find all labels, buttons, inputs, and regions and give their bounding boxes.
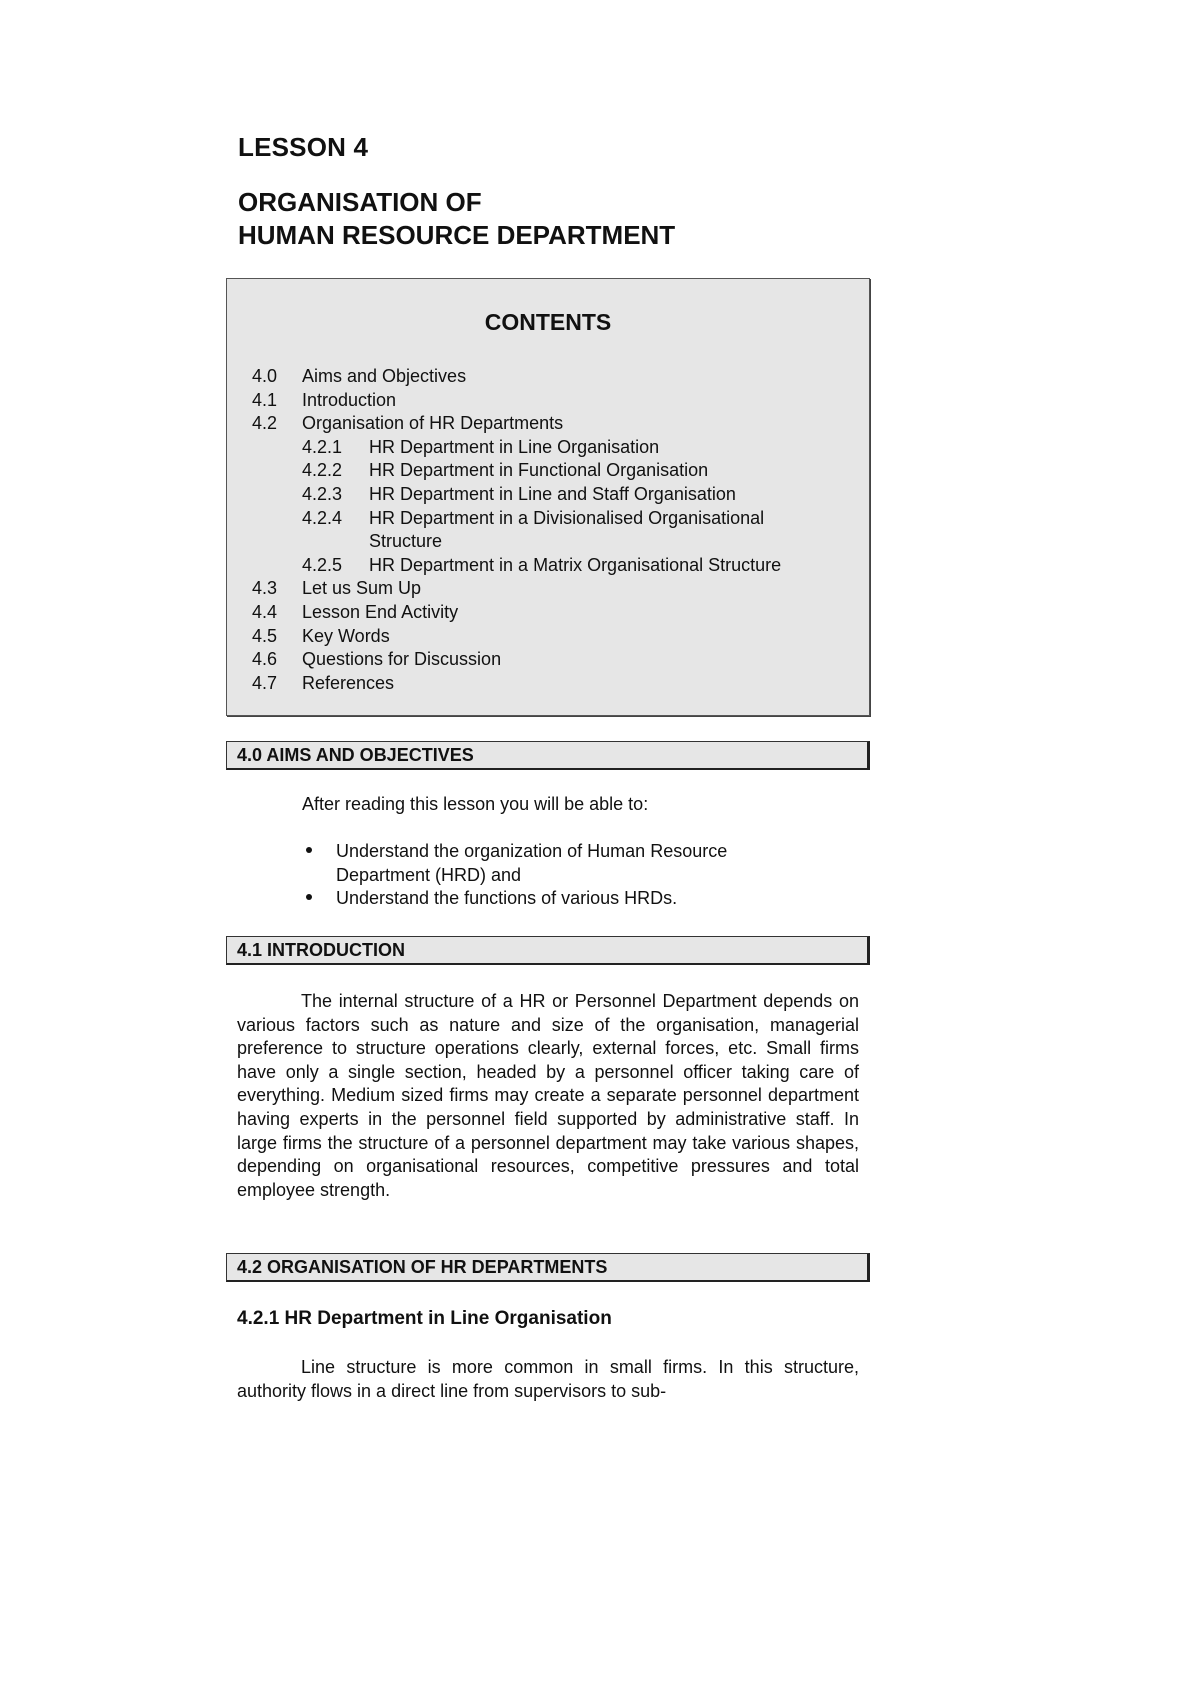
contents-box — [226, 278, 870, 716]
contents-item-number: 4.3 — [252, 578, 278, 599]
contents-item — [252, 412, 839, 436]
contents-item-number: 4.2.5 — [302, 554, 343, 575]
aims-intro-text: After reading this lesson you will be able to: — [302, 794, 649, 814]
contents-item-text: Let us Sum Up — [302, 578, 422, 599]
contents-item — [252, 577, 839, 601]
contents-item-number: 4.2.4 — [302, 507, 343, 528]
contents-item-number: 4.2.2 — [302, 460, 343, 481]
aims-bullet-item — [302, 840, 822, 887]
contents-item — [252, 601, 839, 625]
contents-item-number: 4.2.3 — [302, 483, 343, 504]
contents-subitem — [252, 554, 839, 578]
contents-item-number: 4.2.1 — [302, 436, 343, 457]
contents-item-text: Organisation of HR Departments — [302, 413, 564, 434]
contents-list — [252, 365, 839, 695]
subsection-heading-line-organisation: 4.2.1 HR Department in Line Organisation — [237, 1308, 612, 1329]
line-organisation-paragraph: Line structure is more common in small firms. In this structure, authority flows in a direct line from supervisors to sub- — [237, 1357, 859, 1401]
aims-bullet-text: Understand the organization of Human Resource Department (HRD) and — [336, 841, 728, 885]
contents-item-number: 4.0 — [252, 366, 278, 386]
contents-item-text: HR Department in Functional Organisation — [369, 460, 709, 481]
introduction-paragraph: The internal structure of a HR or Personnel Department depends on various factors such as nature and size of the organisation, managerial preference to structure operations clearly, external forces, etc. Small firms have only a single section, headed by a personnel officer taking care of everything. Medium sized firms may create a separate personnel department having experts in the personnel field supported by administrative staff. In large firms the structure of a personnel department may take various shapes, depending on organisational resources, competitive pressures and total employee strength. — [237, 991, 859, 1200]
contents-subitem — [252, 483, 839, 507]
contents-subitem — [252, 436, 839, 460]
contents-item-text: HR Department in Line and Staff Organisation — [369, 483, 736, 504]
contents-subitem — [252, 507, 839, 554]
contents-item-number: 4.6 — [252, 649, 278, 670]
section-heading-aims: 4.0 AIMS AND OBJECTIVES — [226, 741, 870, 770]
contents-item — [252, 365, 839, 389]
contents-item — [252, 648, 839, 672]
bullet-icon — [302, 840, 336, 887]
bullet-icon — [302, 887, 336, 911]
contents-subitem — [252, 459, 839, 483]
contents-item — [252, 672, 839, 696]
contents-item-text: Aims and Objectives — [302, 366, 467, 386]
contents-item — [252, 625, 839, 649]
contents-item-number: 4.5 — [252, 625, 278, 646]
section-heading-organisation: 4.2 ORGANISATION OF HR DEPARTMENTS — [226, 1253, 870, 1282]
contents-heading: CONTENTS — [484, 309, 612, 335]
contents-item-text: Questions for Discussion — [302, 649, 502, 670]
contents-item-text: HR Department in a Matrix Organisational Structure — [369, 554, 782, 575]
contents-item-number: 4.4 — [252, 601, 278, 622]
contents-item — [252, 389, 839, 413]
aims-bullet-text: Understand the functions of various HRDs. — [336, 888, 678, 909]
contents-item-number: 4.1 — [252, 389, 278, 410]
contents-item-text: Key Words — [302, 625, 390, 646]
contents-item-text: Lesson End Activity — [302, 601, 459, 622]
lesson-label: LESSON 4 — [238, 132, 369, 162]
section-heading-introduction: 4.1 INTRODUCTION — [226, 936, 870, 965]
contents-item-text: HR Department in Line Organisation — [369, 436, 660, 457]
aims-bullet-list — [302, 840, 822, 911]
contents-item-number: 4.2 — [252, 413, 278, 434]
lesson-title-line-1: ORGANISATION OF — [238, 187, 482, 217]
contents-item-text: References — [302, 672, 395, 693]
contents-item-text: Introduction — [302, 389, 397, 410]
lesson-title — [238, 186, 675, 252]
lesson-title-line-2: HUMAN RESOURCE DEPARTMENT — [238, 220, 676, 250]
contents-item-number: 4.7 — [252, 672, 278, 693]
aims-bullet-item — [302, 887, 822, 911]
contents-item-text: HR Department in a Divisionalised Organisational Structure — [369, 507, 765, 552]
